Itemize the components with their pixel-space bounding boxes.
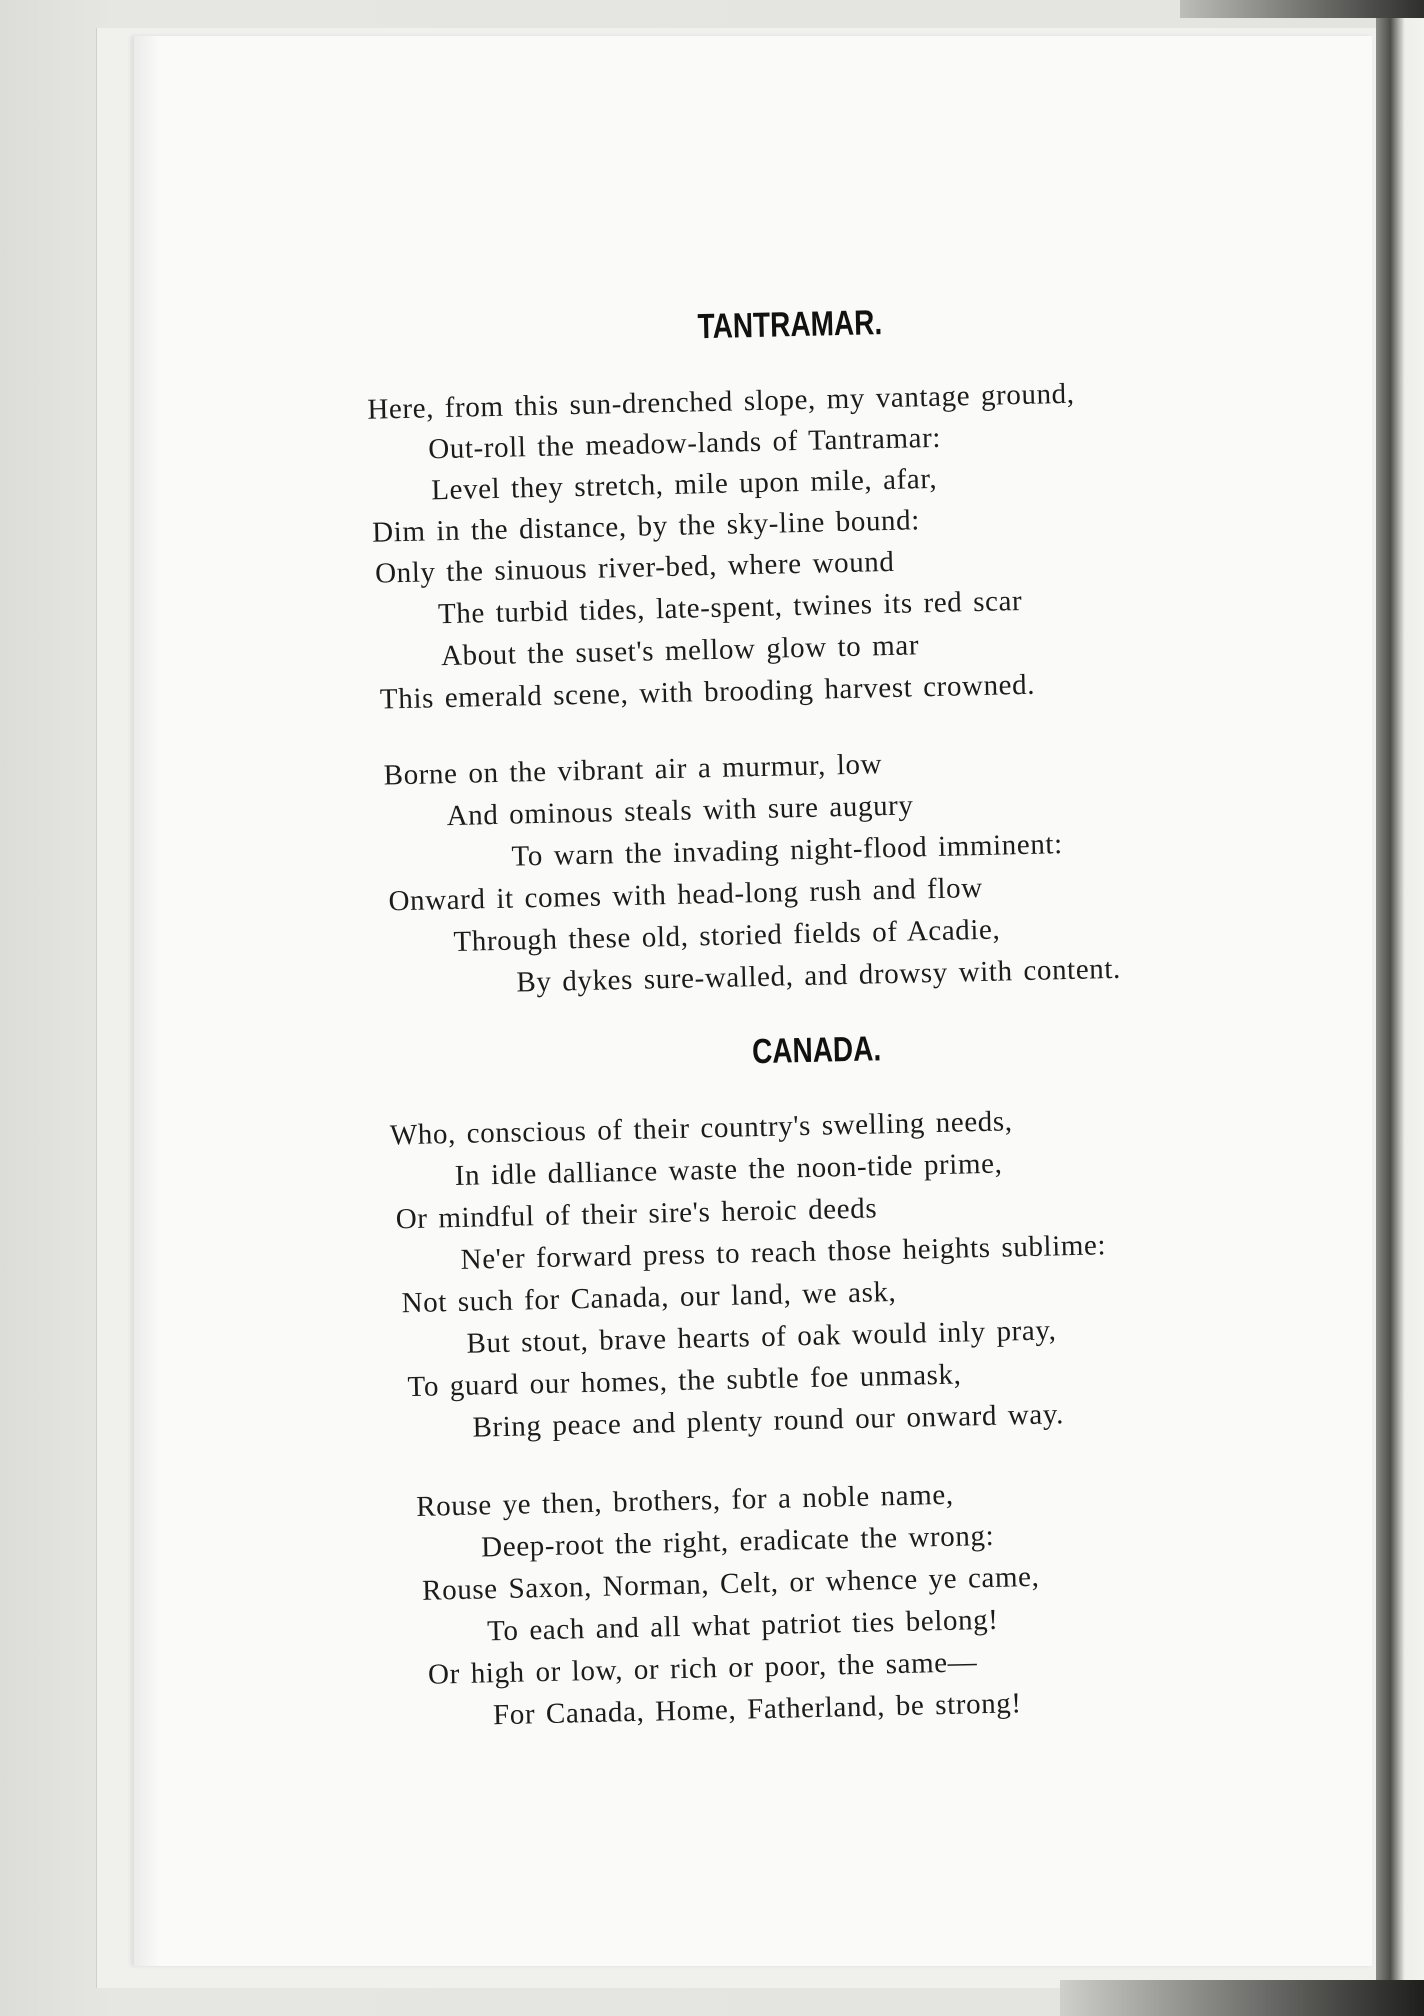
poem-line: Out-roll the meadow-lands of Tantramar: [427,421,942,466]
page-fold-shadow [134,36,160,1966]
poem-line: But stout, brave hearts of oak would inly pray, [466,1314,1057,1360]
poem-line: To warn the invading night-flood imminent: [511,828,1064,873]
poem-line: In idle dalliance waste the noon-tide prime, [454,1147,1003,1192]
poem-line: Not such for Canada, our land, we ask, [401,1276,897,1320]
book-spine-edge [1376,18,1424,1988]
poem-line: And ominous steals with sure augury [446,789,914,833]
poem-line: Bring peace and plenty round our onward way. [472,1398,1065,1444]
poem-line: Or high or low, or rich or poor, the same— [427,1646,978,1691]
poem-line: Rouse Saxon, Norman, Celt, or whence ye came, [421,1560,1040,1607]
poem-line: To each and all what patriot ties belong! [486,1603,999,1648]
poem-line: Ne'er forward press to reach those heights sublime: [460,1229,1107,1276]
poem-line: Deep-root the right, eradicate the wrong: [480,1519,995,1564]
poem-line: Only the sinuous river-bed, where wound [374,545,895,590]
poem-line: Or mindful of their sire's heroic deeds [395,1192,878,1236]
poem-line: Borne on the vibrant air a murmur, low [383,748,883,792]
poem-line: Here, from this sun-drenched slope, my vantage ground, [367,377,1075,426]
poem-line: To guard our homes, the subtle foe unmask, [407,1358,962,1404]
poem-line: About the suset's mellow glow to mar [440,629,920,673]
scan-corner-shadow-bottom [1060,1980,1424,2016]
poem-line: Level they stretch, mile upon mile, afar, [430,462,938,507]
poem-title: TANTRAMAR. [697,303,883,347]
poem-line: By dykes sure-walled, and drowsy with content. [516,952,1122,999]
poem-line: Who, conscious of their country's swelling needs, [389,1105,1013,1152]
poem-line: For Canada, Home, Fatherland, be strong! [492,1687,1022,1732]
poem-line: Rouse ye then, brothers, for a noble name, [415,1478,954,1523]
poem-line: Through these old, storied fields of Acadie, [453,913,1001,958]
poem-line: The turbid tides, late-spent, twines its red scar [437,584,1023,631]
poem-line: Dim in the distance, by the sky-line bound: [371,504,921,549]
poem-line: This emerald scene, with brooding harvest crowned. [379,668,1036,716]
scan-corner-shadow-top [1180,0,1424,18]
poem-line: Onward it comes with head-long rush and flow [388,871,984,918]
poem-title: CANADA. [751,1029,882,1072]
